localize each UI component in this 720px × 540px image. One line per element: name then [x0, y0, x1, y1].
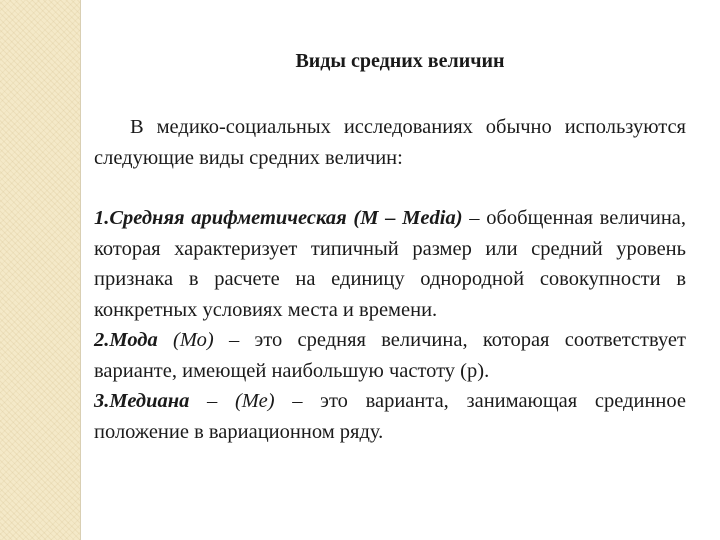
definition-text: обобщенная величина, которая характеризует типичный размер или средний уровень признака в расчете на единицу однородной совокупности в конкретных условиях места и времени. [94, 207, 687, 321]
definition-abbr: – (Ме) [207, 390, 275, 412]
definition-mean [94, 203, 686, 325]
definition-dash: – [274, 390, 303, 412]
definition-term: 2.Мода [94, 329, 158, 351]
side-divider [80, 0, 81, 540]
slide-content [94, 112, 686, 447]
definition-abbr: (М – Media) [353, 207, 463, 229]
decorative-side-band [0, 0, 80, 540]
definition-mode [94, 325, 686, 386]
slide-title: Виды средних величин [295, 50, 505, 72]
definition-dash: – [213, 329, 240, 351]
definition-abbr: (Мо) [173, 329, 214, 351]
definition-term: 1.Средняя арифметическая [94, 207, 347, 229]
definition-text: это варианта, занимающая срединное положение в вариационном ряду. [94, 390, 686, 443]
paragraph-gap [94, 173, 686, 203]
definition-text: это средняя величина, которая соответствует варианте, имеющей наибольшую частоту (р). [94, 329, 686, 382]
definition-dash: – [462, 207, 480, 229]
definition-median [94, 386, 686, 447]
definition-term: 3.Медиана [94, 390, 190, 412]
intro-paragraph: В медико-социальных исследованиях обычно используются следующие виды средних величин: [94, 116, 686, 169]
